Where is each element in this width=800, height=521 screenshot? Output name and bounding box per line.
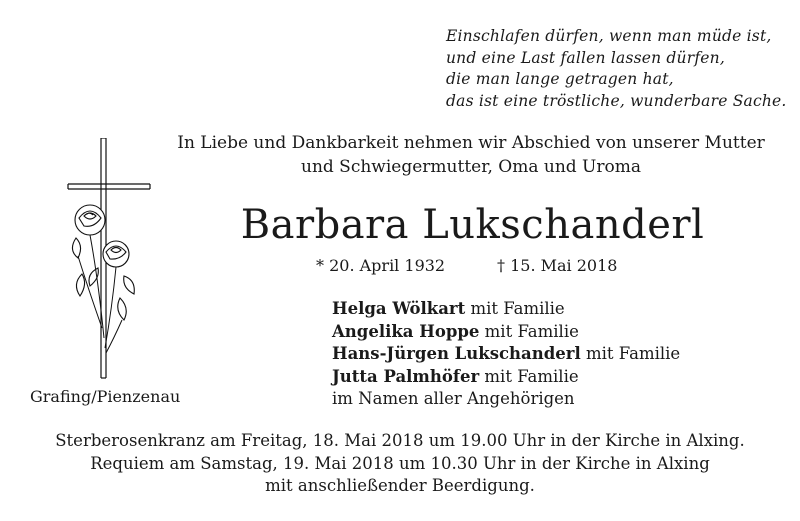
mourner-suffix: mit Familie [465, 299, 565, 318]
deceased-name: Barbara Lukschanderl [240, 202, 705, 248]
service-line: mit anschließender Beerdigung. [265, 476, 535, 495]
mourner-name: Hans-Jürgen Lukschanderl [332, 344, 581, 363]
poem-line: das ist eine tröstliche, wunderbare Sache. [446, 91, 787, 110]
intro-text [140, 131, 800, 179]
mourner-name: Jutta Palmhöfer [332, 366, 480, 386]
intro-line: In Liebe und Dankbarkeit nehmen wir Abschied von unserer Mutter [177, 133, 765, 153]
mourners-list [332, 298, 680, 411]
service-line: Sterberosenkranz am Freitag, 18. Mai 2018 um 19.00 Uhr in der Kirche in Alxing. [55, 431, 745, 450]
mourner-suffix: mit Familie [580, 344, 681, 363]
poem-verse [446, 26, 787, 112]
poem-line: und eine Last fallen lassen dürfen, [446, 48, 725, 67]
mourner-suffix: mit Familie [479, 366, 579, 386]
poem-line: die man lange getragen hat, [446, 70, 674, 88]
cross-with-roses-icon [64, 138, 164, 387]
mourner-entry [332, 366, 680, 389]
birth-date: * 20. April 1932 [316, 256, 446, 275]
mourner-entry [332, 321, 680, 344]
mourner-name: Helga Wölkart [332, 299, 466, 318]
service-info [0, 430, 800, 498]
death-date: † 15. Mai 2018 [497, 256, 618, 275]
mourners-closing: im Namen aller Angehörigen [332, 389, 575, 408]
mourner-entry [332, 343, 680, 366]
mourner-name: Angelika Hoppe [332, 321, 480, 341]
location: Grafing/Pienzenau [30, 387, 181, 406]
service-line: Requiem am Samstag, 19. Mai 2018 um 10.30 Uhr in der Kirche in Alxing [90, 453, 710, 473]
intro-line: und Schwiegermutter, Oma und Uroma [301, 157, 641, 177]
mourner-entry [332, 298, 680, 321]
mourner-suffix: mit Familie [479, 321, 579, 341]
poem-line: Einschlafen dürfen, wenn man müde ist, [446, 27, 772, 45]
